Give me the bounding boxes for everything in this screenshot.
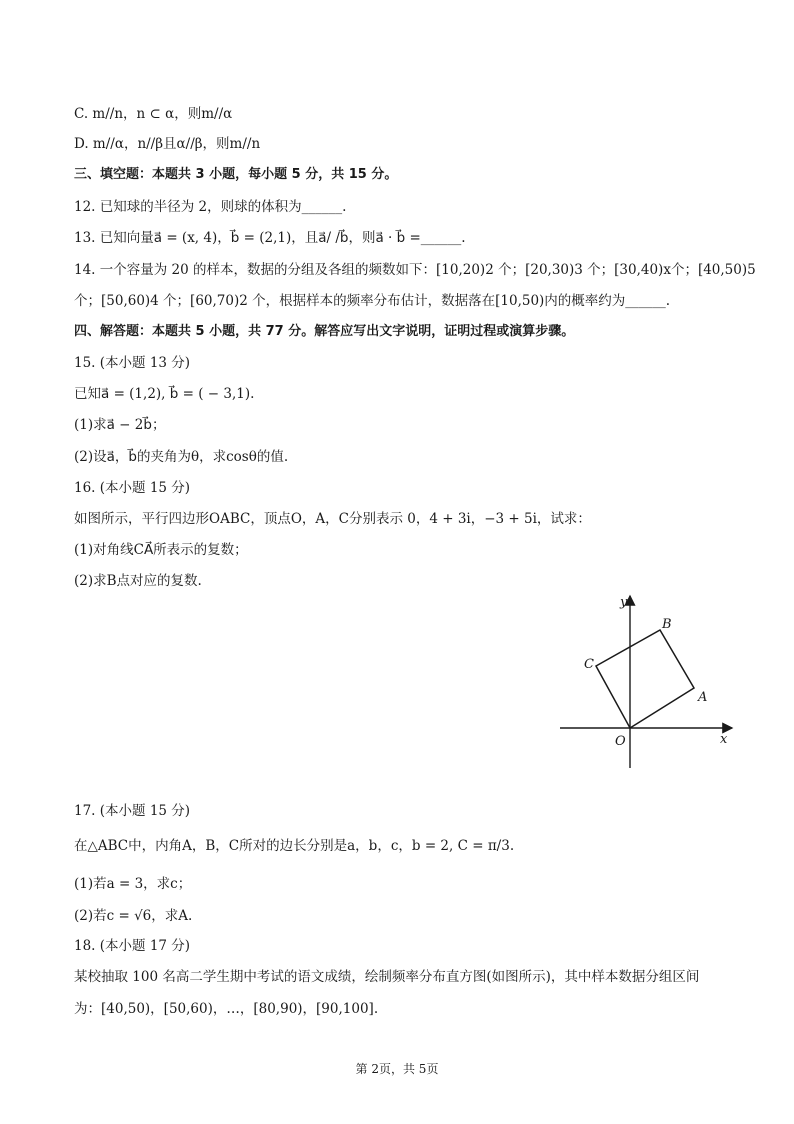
question-15-title: 15. (本小题 13 分) [74, 355, 191, 371]
question-14-line-1: 14. 一个容量为 20 的样本，数据的分组及各组的频数如下：[10,20)2 个；[20,30)3 个；[30,40)x个；[40,50)5 [74, 262, 756, 278]
label-c: C [584, 657, 594, 672]
question-17-stem: 在△ABC中，内角A，B，C所对的边长分别是a，b，c，b = 2, C = π/3. [74, 838, 515, 854]
question-18-stem-line-2: 为：[40,50)，[50,60)，…，[80,90)，[90,100]. [74, 1001, 379, 1017]
section-3-heading: 三、填空题：本题共 3 小题，每小题 5 分，共 15 分。 [74, 167, 398, 182]
question-15-stem: 已知a⃗ = (1,2), b⃗ = ( − 3,1). [74, 386, 255, 402]
question-15-part-1: (1)求a⃗ − 2b⃗； [74, 417, 166, 433]
question-16-title: 16. (本小题 15 分) [74, 480, 191, 496]
question-18-title: 18. (本小题 17 分) [74, 938, 191, 954]
question-16-stem: 如图所示，平行四边形OABC，顶点O，A，C分别表示 0，4 + 3i，−3 + 5i，试求： [74, 511, 591, 527]
question-12: 12. 已知球的半径为 2，则球的体积为______. [74, 199, 347, 215]
question-16-part-1: (1)对角线CA⃗所表示的复数； [74, 542, 248, 558]
label-b: B [662, 617, 672, 632]
option-d: D. m//α，n//β且α//β，则m//n [74, 136, 261, 152]
page-footer: 第 2页，共 5页 [355, 1062, 439, 1076]
question-17-part-1: (1)若a = 3，求c； [74, 876, 192, 892]
label-o: O [615, 734, 626, 749]
question-16-part-2: (2)求B点对应的复数. [74, 573, 202, 589]
question-18-stem-line-1: 某校抽取 100 名高二学生期中考试的语文成绩，绘制频率分布直方图(如图所示)，其中样本数据分组区间 [74, 969, 700, 985]
label-a: A [698, 690, 708, 705]
question-17-part-2: (2)若c = √6，求A. [74, 908, 193, 924]
parallelogram-oabc [596, 630, 694, 728]
parallelogram-figure [556, 590, 742, 774]
option-c: C. m//n，n ⊂ α，则m//α [74, 106, 233, 122]
section-4-heading: 四、解答题：本题共 5 小题，共 77 分。解答应写出文字说明，证明过程或演算步骤。 [74, 324, 575, 339]
label-y: y [620, 595, 628, 610]
question-15-part-2: (2)设a⃗，b⃗的夹角为θ，求cosθ的值. [74, 449, 289, 465]
question-17-title: 17. (本小题 15 分) [74, 803, 191, 819]
label-x: x [720, 732, 728, 747]
question-14-line-2: 个；[50,60)4 个；[60,70)2 个，根据样本的频率分布估计，数据落在[10,50)内的概率约为______. [74, 293, 671, 309]
question-13: 13. 已知向量a⃗ = (x, 4)，b⃗ = (2,1)，且a⃗/ /b⃗，则a⃗ · b⃗ =______. [74, 230, 466, 246]
